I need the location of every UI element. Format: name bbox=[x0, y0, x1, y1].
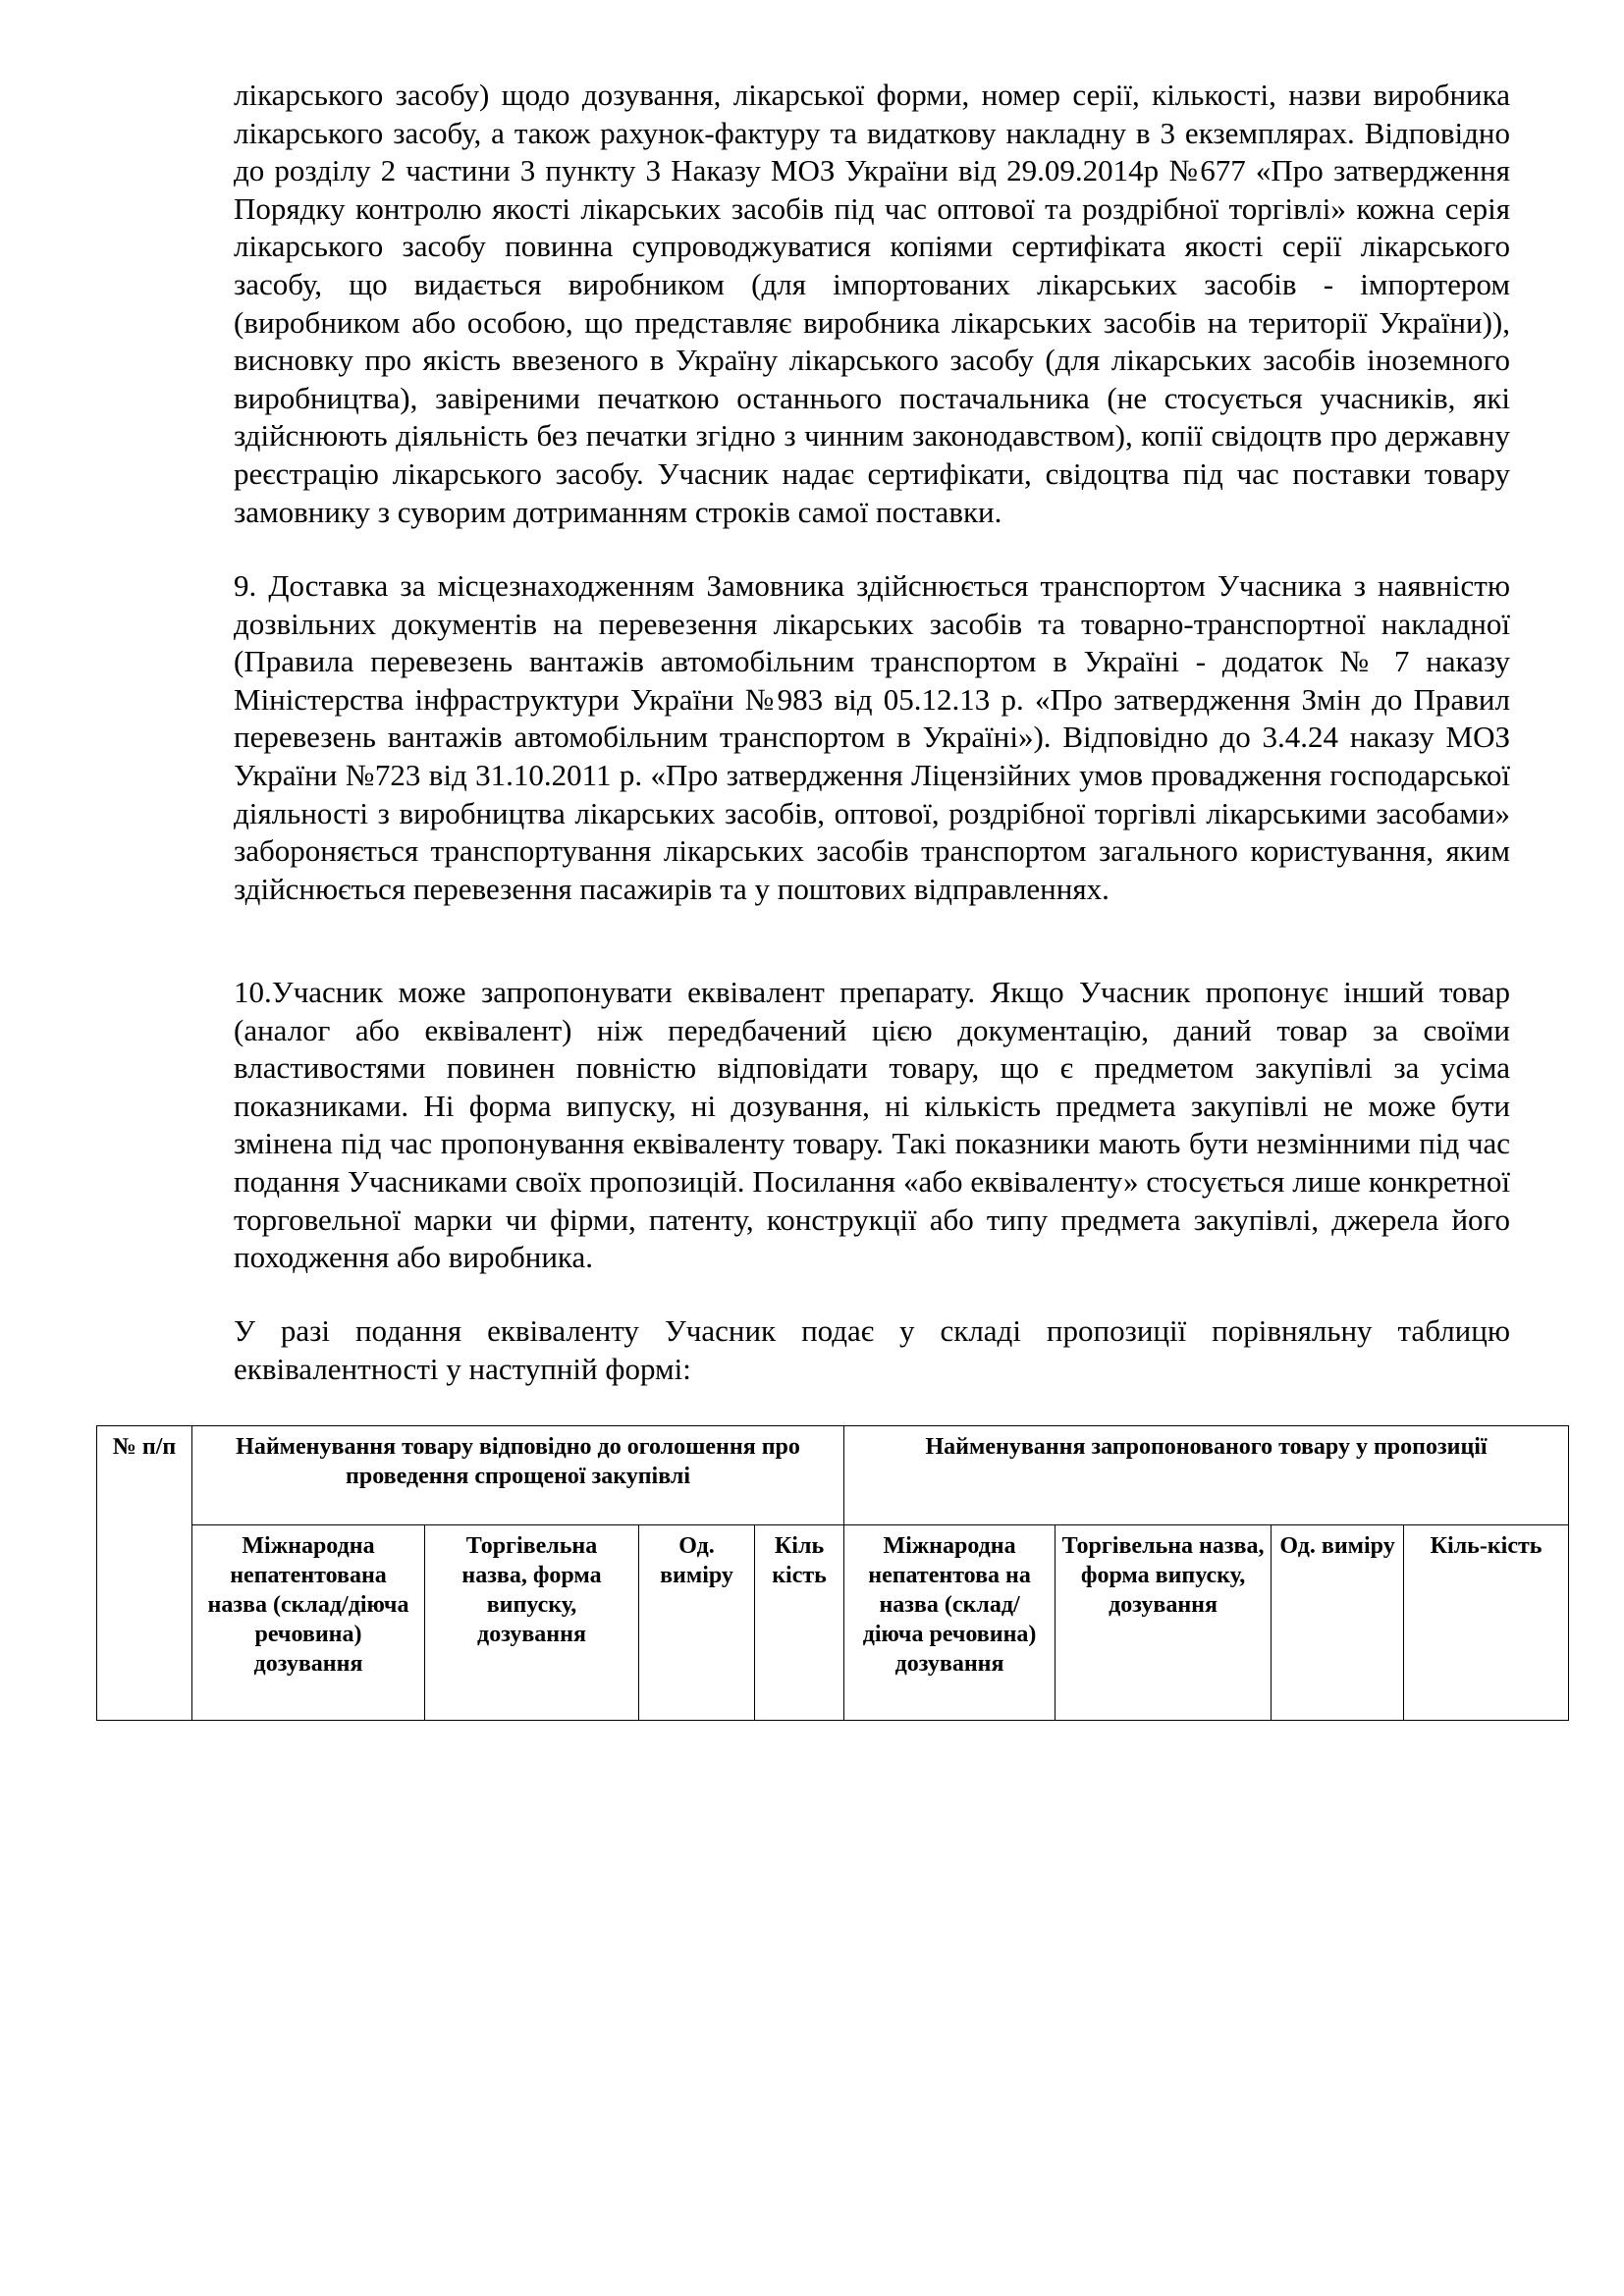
paragraph-item-9 bbox=[234, 567, 1510, 908]
offered-unit-header: Од. виміру bbox=[1272, 1525, 1404, 1721]
announced-inn-header: Міжнародна непатентована назва (склад/діюча речовина) дозування bbox=[192, 1525, 425, 1721]
table-subheader-row bbox=[97, 1525, 1569, 1721]
col-number-header: № п/п bbox=[97, 1426, 192, 1721]
announced-group-header: Найменування товару відповідно до оголошення про проведення спрощеної закупівлі bbox=[192, 1426, 844, 1525]
paragraph-item-10-text: 10.Учасник може запропонувати еквівалент препарату. Якщо Учасник пропонує інший товар (аналог або еквівалент) ніж передбачений цією документацію, даний товар за своїми властивостями повинен повністю відповідати товару, що є предметом закупівлі за усіма показниками. Ні форма випуску, ні дозування, ні кількість предмета закупівлі не може бути змінена під час пропонування еквіваленту товару. Такі показники мають бути незмінними під час подання Учасниками своїх пропозицій. Посилання «або еквіваленту» стосується лише конкретної торговельної марки чи фірми, патенту, конструкції або типу предмета закупівлі, джерела його походження або виробника. bbox=[234, 975, 1510, 1275]
offered-quantity-header: Кіль-кість bbox=[1404, 1525, 1569, 1721]
offered-inn-header: Міжнародна непатентова на назва (склад/діюча речовина) дозування bbox=[844, 1525, 1056, 1721]
announced-unit-header: Од. виміру bbox=[639, 1525, 755, 1721]
offered-group-header: Найменування запропонованого товару у пропозиції bbox=[844, 1426, 1569, 1525]
paragraph-continuation bbox=[234, 77, 1510, 531]
paragraph-continuation-text: лікарського засобу) щодо дозування, лікарської форми, номер серії, кількості, назви виробника лікарського засобу, а також рахунок-фактуру та видаткову накладну в 3 екземплярах. Відповідно до розділу 2 частини 3 пункту 3 Наказу МОЗ України від 29.09.2014р №677 «Про затвердження Порядку контролю якості лікарських засобів під час оптової та роздрібної торгівлі» кожна серія лікарського засобу повинна супроводжуватися копіями сертифіката якості серії лікарського засобу, що видається виробником (для імпортованих лікарських засобів - імпортером (виробником або особою, що представляє виробника лікарських засобів на території України)), висновку про якість ввезеного в Україну лікарського засобу (для лікарських засобів іноземного виробництва), завіреними печаткою останнього постачальника (не стосується учасників, які здійснюють діяльність без печатки згідно з чинним законодавством), копії свідоцтв про державну реєстрацію лікарського засобу. Учасник надає сертифікати, свідоцтва під час поставки товару замовнику з суворим дотриманням строків самої поставки. bbox=[234, 78, 1510, 529]
paragraph-equivalent-intro-text: У разі подання еквіваленту Учасник подає у складі пропозиції порівняльну таблицю еквівалентності у наступній формі: bbox=[234, 1313, 1510, 1386]
announced-trade-name-header: Торгівельна назва, форма випуску, дозування bbox=[425, 1525, 639, 1721]
paragraph-item-9-text: 9. Доставка за місцезнаходженням Замовника здійснюється транспортом Учасника з наявністю дозвільних документів на перевезення лікарських засобів та товарно-транспортної накладної (Правила перевезень вантажів автомобільним транспортом в Україні - додаток № 7 наказу Міністерства інфраструктури України №983 від 05.12.13 р. «Про затвердження Змін до Правил перевезень вантажів автомобільним транспортом в Україні»). Відповідно до 3.4.24 наказу МОЗ України №723 від 31.10.2011 р. «Про затвердження Ліцензійних умов провадження господарської діяльності з виробництва лікарських засобів, оптової, роздрібної торгівлі лікарськими засобами» забороняється транспортування лікарських засобів транспортом загального користування, яким здійснюється перевезення пасажирів та у поштових відправленнях. bbox=[234, 568, 1510, 906]
equivalence-table bbox=[96, 1425, 1569, 1721]
paragraph-equivalent-intro bbox=[234, 1312, 1510, 1388]
announced-quantity-header: Кіль кість bbox=[755, 1525, 844, 1721]
offered-trade-name-header: Торгівельна назва, форма випуску, дозування bbox=[1056, 1525, 1272, 1721]
table-header-row bbox=[97, 1426, 1569, 1525]
paragraph-item-10 bbox=[234, 974, 1510, 1277]
